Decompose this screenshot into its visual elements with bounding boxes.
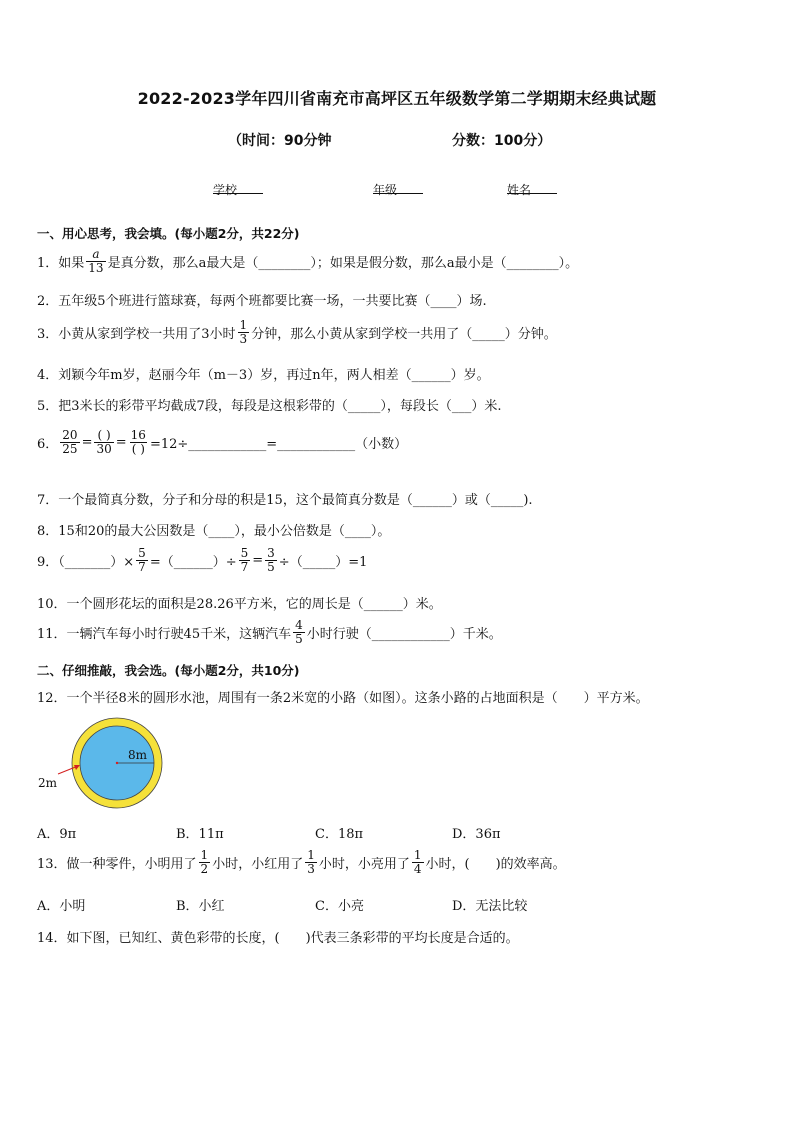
q13-option-a[interactable]: A．小明 bbox=[37, 899, 86, 914]
grade-label: 年级 bbox=[373, 183, 398, 197]
fraction-4-5: $\frac{4}{5}$ bbox=[295, 618, 303, 646]
grade-blank[interactable] bbox=[373, 181, 423, 194]
question-4: 4．刘颖今年m岁，赵丽今年（m－3）岁，再过n年，两人相差（______）岁。 bbox=[37, 368, 490, 383]
question-5: 5．把3米长的彩带平均截成7段，每段是这根彩带的（_____），每段长（___）米. bbox=[37, 399, 502, 414]
q13-option-d[interactable]: D．无法比较 bbox=[452, 899, 528, 914]
fraction-blank-30: $\frac{( )}{30}$ bbox=[96, 428, 112, 456]
exam-score: 分数：100分） bbox=[452, 133, 552, 149]
pool-figure bbox=[36, 714, 166, 818]
pool-diagram bbox=[36, 714, 166, 814]
fraction-16-blank: $\frac{16}{( )}$ bbox=[130, 428, 146, 456]
radius-label: 8m bbox=[128, 748, 148, 762]
fraction-1-2: $\frac{1}{2}$ bbox=[200, 848, 209, 876]
name-label: 姓名 bbox=[507, 183, 532, 197]
question-12: 12．一个半径8米的圆形水池，周围有一条2米宽的小路（如图）。这条小路的占地面积是（ ）平方米。 bbox=[37, 691, 649, 706]
q12-option-c[interactable]: C．18π bbox=[315, 827, 364, 842]
center-dot bbox=[116, 762, 118, 764]
question-8: 8．15和20的最大公因数是（____），最小公倍数是（____）。 bbox=[37, 524, 391, 539]
fraction-5-7-b: $\frac{5}{7}$ bbox=[240, 546, 249, 574]
school-blank[interactable] bbox=[213, 181, 263, 194]
fraction-1-3: $\frac{1}{3}$ bbox=[239, 318, 248, 346]
fraction-1-4: $\frac{1}{4}$ bbox=[413, 848, 422, 876]
fraction-5-7-a: $\frac{5}{7}$ bbox=[138, 546, 146, 574]
width-label: 2m bbox=[38, 776, 58, 790]
fraction-1-3-b: $\frac{1}{3}$ bbox=[307, 848, 315, 876]
q13-option-c[interactable]: C．小亮 bbox=[315, 899, 364, 914]
question-11: 11．一辆汽车每小时行驶45千米，这辆汽车 $\frac{4}{5}$ 小时行驶（____________）千米。 bbox=[37, 618, 502, 646]
fraction-a-over-13: $\frac{a}{13}$ bbox=[88, 247, 104, 275]
exam-time: （时间：90分钟 bbox=[228, 133, 332, 149]
fraction-20-25: $\frac{20}{25}$ bbox=[62, 428, 78, 456]
question-9: 9．（_______）× $\frac{5}{7}$ =（______）÷ $\frac{5}{7}$ = $\frac{3}{5}$ ÷（_____）=1 bbox=[37, 546, 368, 574]
q12-option-a[interactable]: A．9π bbox=[37, 827, 77, 842]
section-1-heading: 一、用心思考，我会填。(每小题2分，共22分) bbox=[37, 226, 300, 241]
school-label: 学校 bbox=[213, 183, 238, 197]
question-1: 1．如果 $\frac{a}{13}$ 是真分数，那么a最大是（________）；如果是假分数，那么a最小是（________）。 bbox=[37, 247, 579, 275]
q13-option-b[interactable]: B．小红 bbox=[176, 899, 225, 914]
question-7: 7．一个最简真分数，分子和分母的积是15，这个最简真分数是（______）或（_____). bbox=[37, 493, 533, 508]
section-2-heading: 二、仔细推敲，我会选。(每小题2分，共10分) bbox=[37, 663, 300, 678]
q12-option-d[interactable]: D．36π bbox=[452, 827, 501, 842]
fraction-3-5: $\frac{3}{5}$ bbox=[267, 546, 275, 574]
q12-option-b[interactable]: B．11π bbox=[176, 827, 224, 842]
question-3: 3．小黄从家到学校一共用了3小时 $\frac{1}{3}$ 分钟，那么小黄从家到学校一共用了（_____）分钟。 bbox=[37, 318, 557, 346]
exam-title: 2022-2023学年四川省南充市高坪区五年级数学第二学期期末经典试题 bbox=[137, 89, 657, 108]
question-14: 14．如下图，已知红、黄色彩带的长度，( )代表三条彩带的平均长度是合适的。 bbox=[37, 931, 519, 946]
question-2: 2．五年级5个班进行篮球赛，每两个班都要比赛一场，一共要比赛（____）场. bbox=[37, 294, 487, 309]
name-blank[interactable] bbox=[507, 181, 557, 194]
question-6: 6． $\frac{20}{25}$ = $\frac{( )}{30}$ = $\frac{16}{( )}$ =12÷____________=____________（小数） bbox=[37, 428, 408, 456]
question-10: 10．一个圆形花坛的面积是28.26平方米，它的周长是（______）米。 bbox=[37, 597, 442, 612]
question-13: 13．做一种零件，小明用了 $\frac{1}{2}$ 小时，小红用了 $\frac{1}{3}$ 小时，小亮用了 $\frac{1}{4}$ 小时，( )的效率高。 bbox=[37, 848, 566, 876]
